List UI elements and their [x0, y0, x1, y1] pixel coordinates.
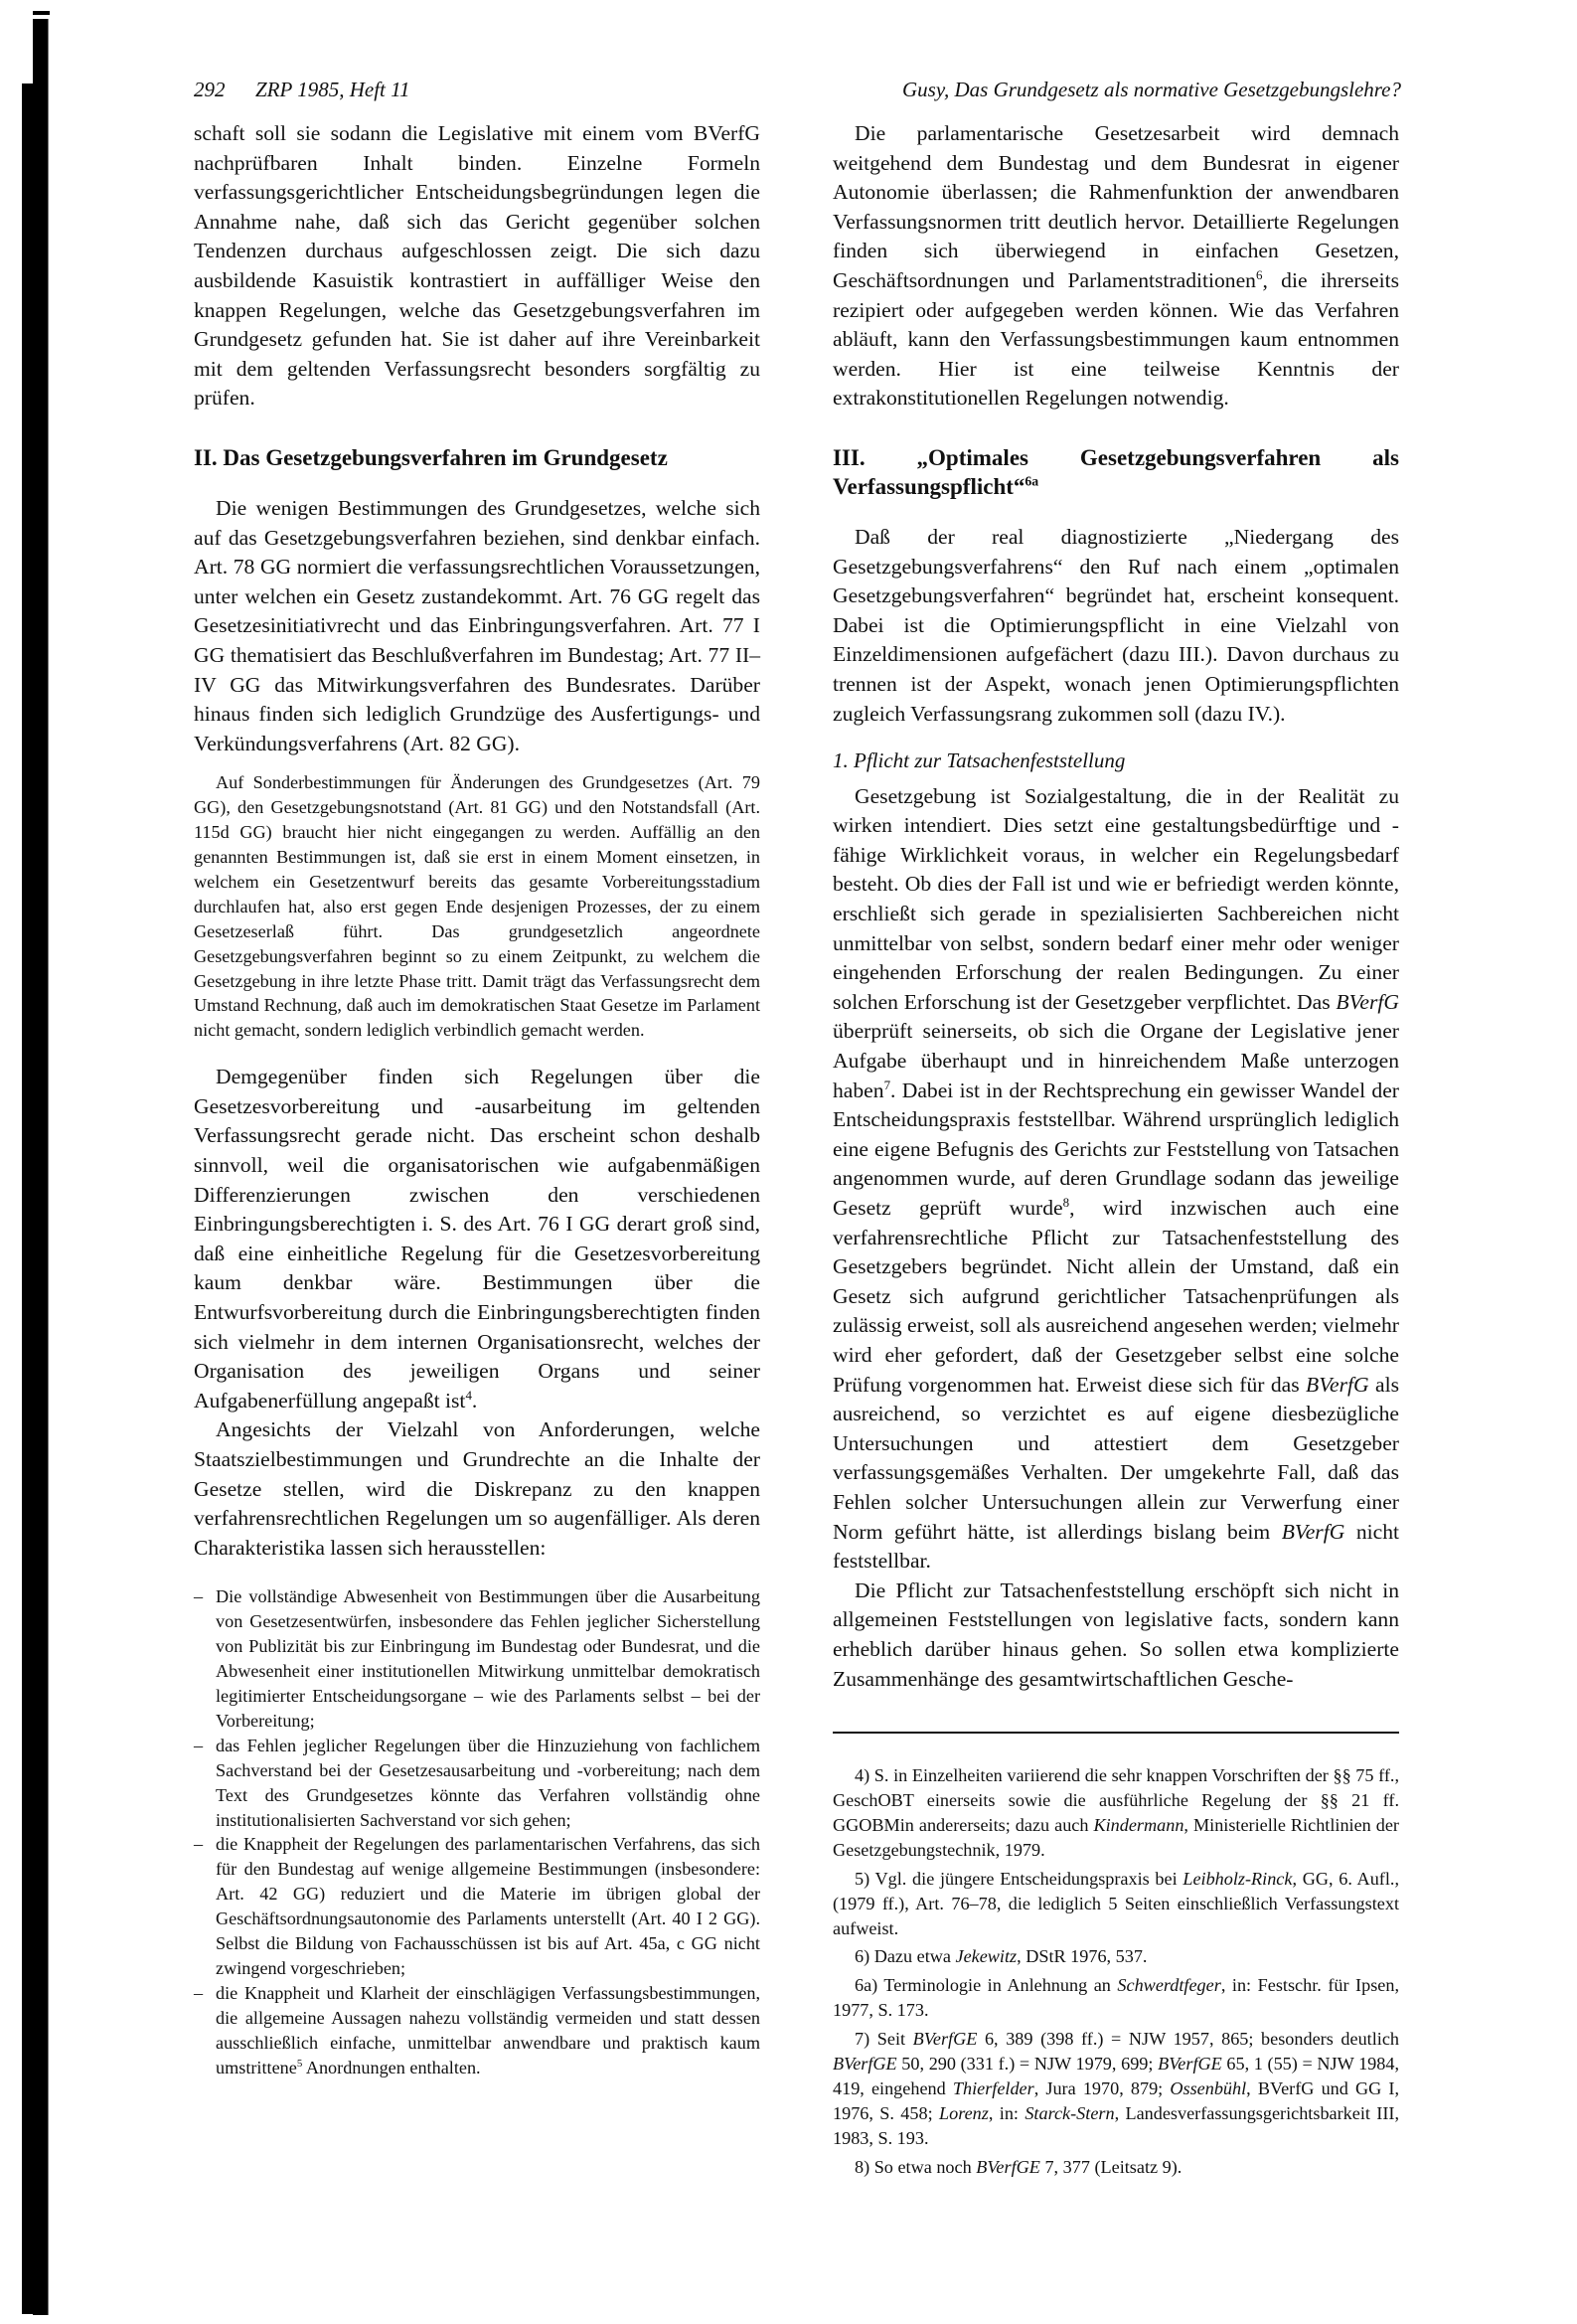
- subsection-heading-1: 1. Pflicht zur Tatsachenfeststellung: [833, 748, 1126, 773]
- scan-mark: [33, 11, 50, 15]
- footnote-6: 6) Dazu etwa Jekewitz, DStR 1976, 537.: [855, 1946, 1148, 1967]
- footnote-ref-6[interactable]: 6: [1255, 266, 1263, 282]
- journal-citation: ZRP 1985, Heft 11: [255, 78, 410, 101]
- scan-edge-line: [48, 19, 49, 2315]
- footnote-divider: [833, 1732, 1399, 1734]
- page-header: [194, 78, 1401, 107]
- paragraph: Auf Sonderbestimmungen für Änderungen des Grundgesetzes (Art. 79 GG), den Gesetzgebungsnotstand (Art. 81 GG) und den Notstandsfall (Art. 115d GG) braucht hier nicht eingegangen zu werden. Auffällig an den genannten Bestimmungen ist, daß sie erst in einem Moment einsetzen, in welchem ein Gesetzentwurf bereits das gesamte Vorbereitungsstadium durchlaufen hat, also erst gegen Ende desjenigen Prozesses, der zu einem Gesetzeserlaß führt. Das grundgesetzlich angeordnete Gesetzgebungsverfahren beginnt so zu einem Zeitpunkt, zu welchem die Gesetzgebung in ihre letzte Phase tritt. Damit trägt das Verfassungsrecht dem Umstand Rechnung, daß auch im demokratischen Staat Gesetze im Parlament nicht gemacht, sondern lediglich verbindlich gemacht werden.: [194, 772, 760, 1041]
- paragraph: Demgegenüber finden sich Regelungen über die Gesetzesvorbereitung und -ausarbeitung im geltenden Verfassungsrecht gerade nicht. Das erscheint schon deshalb sinnvoll, weil die organisatorischen wie aufgabenmäßigen Differenzierungen zwischen den verschiedenen Einbringungsberechtigten i. S. des Art. 76 I GG derart groß sind, daß eine einheitliche Regelung für die Gesetzesvorbereitung kaum denkbar wäre. Bestimmungen über die Entwurfsvorbereitung durch die Einbringungsberechtigten finden sich vielmehr in dem internen Organisationsrecht, welches der Organisation des jeweiligen Organs und seiner Aufgabenerfüllung angepaßt ist$^4$.: [194, 1065, 760, 1412]
- paragraph: Die wenigen Bestimmungen des Grundgesetzes, welche sich auf das Gesetzgebungsverfahren beziehen, sind denkbar einfach. Art. 78 GG normiert die verfassungsrechtlichen Voraussetzungen, unter welchen ein Gesetz zustandekommt. Art. 76 GG regelt das Gesetzesinitiativrecht und das Einbringungsverfahren. Art. 77 I GG thematisiert das Beschlußverfahren im Bundestag; Art. 77 II–IV GG das Mitwirkungsverfahren des Bundesrates. Darüber hinaus finden sich lediglich Grundzüge des Ausfertigungs- und Verkündungsverfahrens (Art. 82 GG).: [194, 495, 760, 755]
- footnote-ref-4[interactable]: 4: [465, 1387, 472, 1403]
- scan-edge-bar: [33, 19, 49, 2315]
- paragraph: schaft soll sie sodann die Legislative mit einem vom BVerfG nachprüfbaren Inhalt binden. Einzelne Formeln verfassungsgerichtlicher Entscheidungsbegründungen legen die Annahme nahe, daß sich das Gericht gegenüber solchen Tendenzen durchaus aufgeschlossen zeigt. Die sich dazu ausbildende Kasuistik kontrastiert in auffälliger Weise den knappen Regelungen, welche das Gesetzgebungsverfahren im Grundgesetz gefunden hat. Sie ist daher auf ihre Vereinbarkeit mit dem geltenden Verfassungsrecht besonders sorgfältig zu prüfen.: [194, 121, 760, 411]
- paragraph: Daß der real diagnostizierte „Niedergang des Gesetzgebungsverfahrens“ den Ruf nach einem „optimalen Gesetzgebungsverfahren“ begründet hat, erscheint konsequent. Dabei ist die Optimierungspflicht in eine Vielzahl von Einzeldimensionen aufgefächert (dazu III.). Davon durchaus zu trennen ist der Aspekt, wonach jenen Optimierungspflichten zugleich Verfassungsrang zukommen soll (dazu IV.).: [833, 524, 1399, 726]
- paragraph: Die Pflicht zur Tatsachenfeststellung erschöpft sich nicht in allgemeinen Feststellungen von legislative facts, sondern kann erheblich darüber hinaus gehen. So sollen etwa komplizierte Zusammenhänge des gesamtwirtschaftlichen Gesche-: [833, 1577, 1399, 1691]
- footnotes: [833, 1763, 1399, 2180]
- section-heading-iii: III. „Optimales Gesetzgebungsverfahren als Verfassungspflicht“$^{6a}$: [833, 444, 1399, 499]
- footnote-5: 5) Vgl. die jüngere Entscheidungspraxis bei Leibholz-Rinck, GG, 6. Aufl., (1979 ff.), Art. 76–78, die lediglich 5 Seiten einschließlich Verfassungstext aufweist.: [833, 1868, 1399, 1938]
- left-column: [194, 119, 760, 2079]
- list-item: – die Knappheit und Klarheit der einschlägigen Verfassungsbestimmungen, die allgemeine Aussagen nahezu vollständig vermeiden und statt dessen ausschließlich einfache, unmittelbar anwendbare und praktisch kaum umstrittene$^5$ Anordnungen enthalten.: [194, 1981, 760, 2080]
- list-item: – das Fehlen jeglicher Regelungen über die Hinzuziehung von fachlichem Sachverstand bei der Gesetzesausarbeitung und -vorbereitung; nach dem Text des Grundgesetzes könnte das Verfahren vollständig ohne institutionalisierten Sachverstand vor sich gehen;: [194, 1734, 760, 1833]
- list-item: – Die vollständige Abwesenheit von Bestimmungen über die Ausarbeitung von Gesetzesentwürfen, insbesondere das Fehlen jeglicher Sicherstellung von Publizität bis zur Einbringung im Bundestag oder Bundesrat, und die Abwesenheit einer institutionellen Mitwirkung unmittelbar demokratisch legitimierter Entscheidungsorgane – wie des Parlaments selbst – bei der Vorbereitung;: [194, 1584, 760, 1733]
- right-column: [833, 119, 1399, 2184]
- running-title: Gusy, Das Grundgesetz als normative Gesetzgebungslehre?: [901, 78, 1401, 101]
- list-item: – die Knappheit der Regelungen des parlamentarischen Verfahrens, das sich für den Bundestag auf wenige allgemeine Bestimmungen (insbesondere: Art. 42 GG) reduziert und die Materie im übrigen global der Geschäftsordnungsautonomie des Parlaments unterstellt (Art. 40 I 2 GG). Selbst die Bildung von Fachausschüssen ist bis auf Art. 45a, c GG nicht zwingend vorgeschrieben;: [194, 1832, 760, 1980]
- footnote-ref-5[interactable]: 5: [296, 2057, 303, 2070]
- footnote-ref-8[interactable]: 8: [1062, 1194, 1070, 1210]
- footnote-ref-6a[interactable]: 6a: [1025, 473, 1039, 489]
- scan-edge-shadow: [22, 83, 33, 2314]
- footnote-4: 4) S. in Einzelheiten variierend die sehr knappen Vorschriften der §§ 75 ff., GeschOBT einerseits sowie die ausführliche Regelung der §§ 21 ff. GGOBMin andererseits; dazu auch Kindermann, Ministerielle Richtlinien der Gesetzgebungstechnik, 1979.: [833, 1765, 1399, 1860]
- page-number: 292: [194, 78, 226, 101]
- small-print-block: [194, 770, 760, 1043]
- footnote-7: 7) Seit BVerfGE 6, 389 (398 ff.) = NJW 1957, 865; besonders deutlich BVerfGE 50, 290 (331 f.) = NJW 1979, 699; BVerfGE 65, 1 (55) = NJW 1984, 419, eingehend Thierfelder, Jura 1970, 879; Ossenbühl, BVerfG und GG I, 1976, S. 458; Lorenz, in: Starck-Stern, Landesverfassungsgerichtsbarkeit III, 1983, S. 193.: [833, 2029, 1400, 2148]
- footnote-8: 8) So etwa noch BVerfGE 7, 377 (Leitsatz 9).: [855, 2156, 1183, 2177]
- paragraph: Die parlamentarische Gesetzesarbeit wird demnach weitgehend dem Bundestag und dem Bundesrat in eigener Autonomie überlassen; die Rahmenfunktion der anwendbaren Verfassungsnormen tritt deutlich hervor. Detaillierte Regelungen finden sich überwiegend in einfachen Gesetzen, Geschäftsordnungen und Parlamentstraditionen$^6$, die ihrerseits rezipiert oder aufgegeben werden können. Wie das Verfahren abläuft, kann den Verfassungsbestimmungen kaum entnommen werden. Hier ist eine teilweise Kenntnis der extrakonstitutionellen Regelungen notwendig.: [833, 121, 1399, 411]
- characteristics-list: [194, 1584, 760, 2079]
- paragraph: Gesetzgebung ist Sozialgestaltung, die in der Realität zu wirken intendiert. Dies setzt eine gestaltungsbedürftige und -fähige Wirklichkeit voraus, in welcher ein Regelungsbedarf besteht. Ob dies der Fall ist und wie er befriedigt werden könnte, erschließt sich gerade in spezialisierten Sachbereichen nicht unmittelbar von selbst, sondern bedarf einer mehr oder weniger eingehenden Erforschung der realen Bedingungen. Zu einer solchen Erforschung ist der Gesetzgeber verpflichtet. Das BVerfG überprüft seinerseits, ob sich die Organe der Legislative jener Aufgabe überhaupt und in hinreichendem Maße unterzogen haben$^7$. Dabei ist in der Rechtsprechung ein gewisser Wandel der Entscheidungspraxis feststellbar. Während ursprünglich lediglich eine eigene Befugnis des Gerichts zur Feststellung von Tatsachen angenommen wurde, auf deren Grundlage sodann das jeweilige Gesetz geprüft wurde$^8$, wird inzwischen auch eine verfahrensrechtliche Pflicht zur Tatsachenfeststellung des Gesetzgebers begründet. Nicht allein der Umstand, daß ein Gesetz sich aufgrund gerichtlicher Tatsachenprüfungen als zulässig erweist, soll als ausreichend angesehen werden; vielmehr wird eher gefordert, daß der Gesetzgeber selbst eine solche Prüfung vorgenommen hat. Erweist diese sich für das BVerfG als ausreichend, so verzichtet es auf eigene diesbezügliche Untersuchungen und attestiert dem Gesetzgeber verfassungsgemäßes Verhalten. Der umgekehrte Fall, daß das Fehlen solcher Untersuchungen allein zur Verwerfung einer Norm geführt hätte, ist allerdings bislang beim BVerfG nicht feststellbar.: [833, 783, 1400, 1574]
- footnote-ref-7[interactable]: 7: [883, 1077, 891, 1092]
- paragraph: Angesichts der Vielzahl von Anforderungen, welche Staatszielbestimmungen und Grundrechte an die Inhalte der Gesetze stellen, wird die Diskrepanz zu den knappen verfahrensrechtlichen Regelungen um so augenfälliger. Als deren Charakteristika lassen sich herausstellen:: [194, 1417, 760, 1560]
- section-heading-ii: II. Das Gesetzgebungsverfahren im Grundgesetz: [194, 444, 668, 470]
- footnote-6a: 6a) Terminologie in Anlehnung an Schwerdtfeger, in: Festschr. für Ipsen, 1977, S. 173.: [833, 1975, 1400, 2021]
